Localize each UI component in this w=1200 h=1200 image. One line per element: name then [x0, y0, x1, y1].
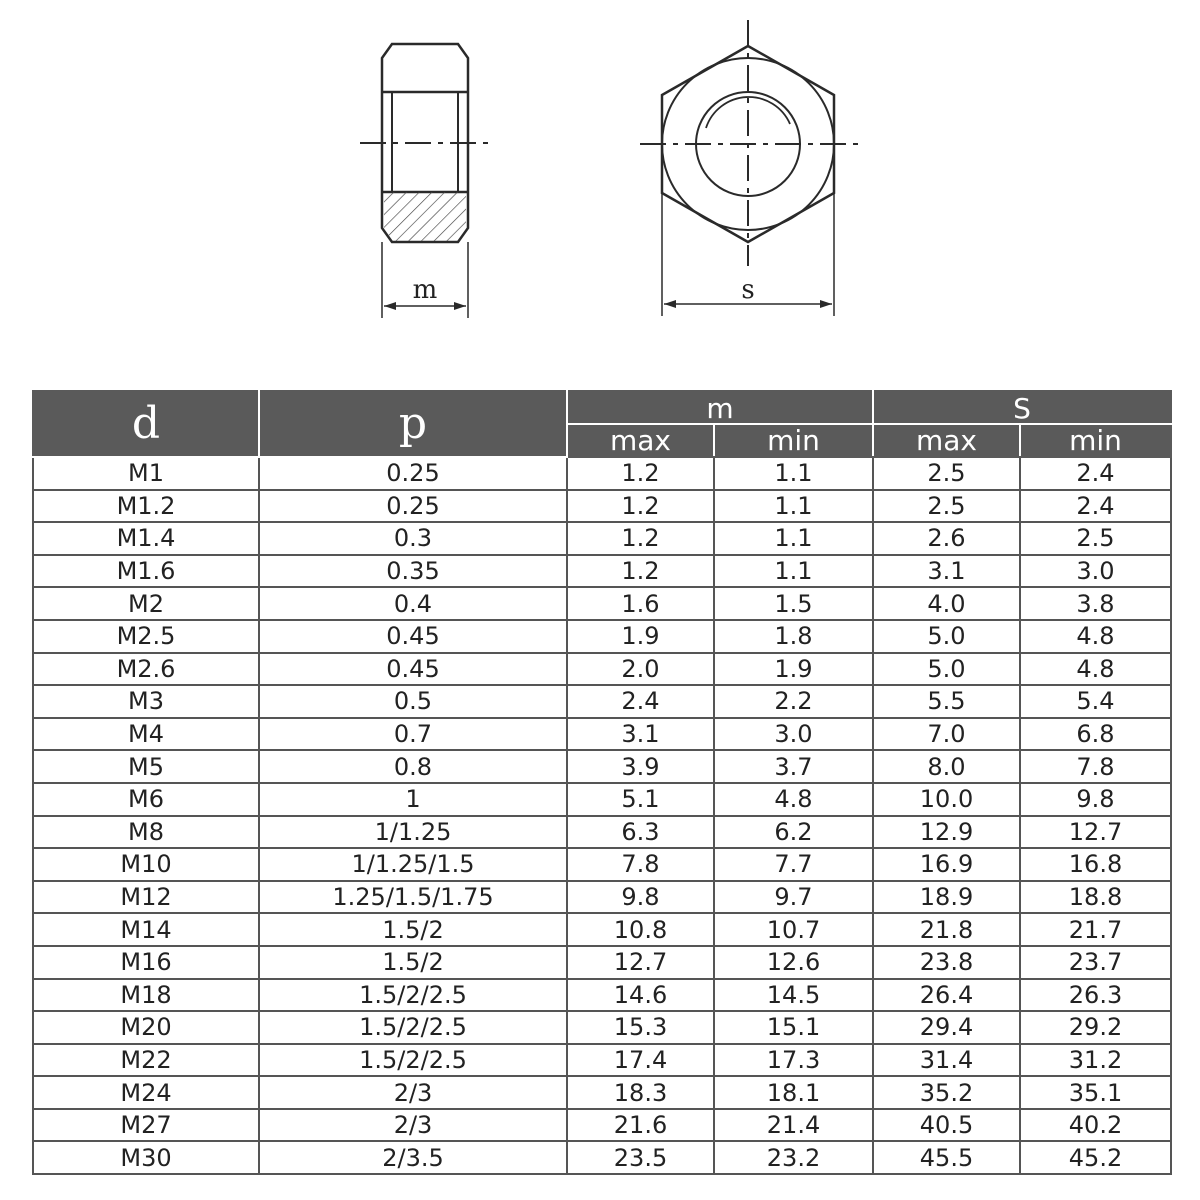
table-row — [33, 1044, 1171, 1077]
cell-s-min: 2.4 — [1020, 490, 1171, 523]
cell-p: 1.5/2/2.5 — [259, 1044, 567, 1077]
cell-p: 1/1.25 — [259, 816, 567, 849]
header-m: m — [567, 391, 873, 424]
m-dimension-label: m — [412, 275, 438, 305]
table-row — [33, 620, 1171, 653]
cell-m-min: 23.2 — [714, 1141, 873, 1174]
cell-m-min: 3.0 — [714, 718, 873, 751]
cell-p: 0.45 — [259, 620, 567, 653]
cell-s-max: 21.8 — [873, 913, 1020, 946]
cell-d: M24 — [33, 1076, 259, 1109]
cell-d: M12 — [33, 881, 259, 914]
cell-m-min: 1.8 — [714, 620, 873, 653]
cell-p: 2/3 — [259, 1076, 567, 1109]
cell-d: M2.5 — [33, 620, 259, 653]
cell-s-min: 5.4 — [1020, 685, 1171, 718]
cell-s-min: 18.8 — [1020, 881, 1171, 914]
cell-d: M20 — [33, 1011, 259, 1044]
cell-s-max: 31.4 — [873, 1044, 1020, 1077]
cell-m-max: 9.8 — [567, 881, 714, 914]
header-m-max: max — [567, 424, 714, 457]
cell-m-min: 4.8 — [714, 783, 873, 816]
cell-p: 1.5/2 — [259, 946, 567, 979]
cell-s-max: 18.9 — [873, 881, 1020, 914]
cell-d: M3 — [33, 685, 259, 718]
cell-s-max: 5.5 — [873, 685, 1020, 718]
cell-d: M6 — [33, 783, 259, 816]
table-row — [33, 1109, 1171, 1142]
header-m-min: min — [714, 424, 873, 457]
cell-s-max: 35.2 — [873, 1076, 1020, 1109]
cell-m-min: 15.1 — [714, 1011, 873, 1044]
cell-m-max: 1.2 — [567, 522, 714, 555]
cell-m-min: 1.9 — [714, 653, 873, 686]
cell-s-min: 3.8 — [1020, 587, 1171, 620]
cell-m-max: 1.2 — [567, 555, 714, 588]
cell-s-max: 4.0 — [873, 587, 1020, 620]
cell-p: 0.3 — [259, 522, 567, 555]
table-row — [33, 718, 1171, 751]
table-row — [33, 848, 1171, 881]
cell-d: M30 — [33, 1141, 259, 1174]
table-row — [33, 750, 1171, 783]
cell-s-min: 4.8 — [1020, 653, 1171, 686]
table-row — [33, 1076, 1171, 1109]
cell-s-min: 35.1 — [1020, 1076, 1171, 1109]
cell-d: M1 — [33, 457, 259, 490]
cell-m-max: 1.9 — [567, 620, 714, 653]
cell-m-max: 7.8 — [567, 848, 714, 881]
table-row — [33, 1011, 1171, 1044]
table-row — [33, 457, 1171, 490]
cell-s-max: 2.6 — [873, 522, 1020, 555]
cell-m-max: 3.1 — [567, 718, 714, 751]
cell-p: 0.35 — [259, 555, 567, 588]
cell-m-min: 12.6 — [714, 946, 873, 979]
cell-s-max: 5.0 — [873, 653, 1020, 686]
cell-m-min: 9.7 — [714, 881, 873, 914]
cell-m-min: 1.1 — [714, 457, 873, 490]
cell-d: M27 — [33, 1109, 259, 1142]
header-s-min: min — [1020, 424, 1171, 457]
cell-d: M4 — [33, 718, 259, 751]
hex-nut-drawing — [0, 0, 1200, 380]
cell-m-max: 17.4 — [567, 1044, 714, 1077]
header-p: p — [259, 391, 567, 457]
cell-s-min: 9.8 — [1020, 783, 1171, 816]
cell-m-min: 1.1 — [714, 522, 873, 555]
cell-s-min: 45.2 — [1020, 1141, 1171, 1174]
cell-d: M16 — [33, 946, 259, 979]
cell-m-max: 1.2 — [567, 457, 714, 490]
cell-s-min: 2.5 — [1020, 522, 1171, 555]
cell-d: M8 — [33, 816, 259, 849]
cell-m-min: 1.1 — [714, 490, 873, 523]
cell-m-min: 21.4 — [714, 1109, 873, 1142]
table-row — [33, 946, 1171, 979]
cell-s-max: 12.9 — [873, 816, 1020, 849]
cell-p: 0.25 — [259, 490, 567, 523]
table-row — [33, 653, 1171, 686]
table-row — [33, 587, 1171, 620]
cell-p: 2/3 — [259, 1109, 567, 1142]
cell-m-min: 1.5 — [714, 587, 873, 620]
cell-m-max: 12.7 — [567, 946, 714, 979]
cell-p: 1.5/2/2.5 — [259, 1011, 567, 1044]
header-d: d — [33, 391, 259, 457]
nut-dimension-table — [32, 390, 1172, 1175]
cell-s-max: 45.5 — [873, 1141, 1020, 1174]
table-row — [33, 555, 1171, 588]
cell-s-min: 12.7 — [1020, 816, 1171, 849]
cell-s-max: 26.4 — [873, 979, 1020, 1012]
cell-s-max: 23.8 — [873, 946, 1020, 979]
cell-s-max: 40.5 — [873, 1109, 1020, 1142]
cell-p: 1.5/2/2.5 — [259, 979, 567, 1012]
cell-m-min: 6.2 — [714, 816, 873, 849]
table-body — [33, 457, 1171, 1174]
table-row — [33, 913, 1171, 946]
cell-m-max: 2.4 — [567, 685, 714, 718]
cell-s-min: 29.2 — [1020, 1011, 1171, 1044]
cell-m-max: 23.5 — [567, 1141, 714, 1174]
s-dimension-label: s — [741, 275, 755, 305]
cell-p: 0.25 — [259, 457, 567, 490]
cell-d: M18 — [33, 979, 259, 1012]
cell-m-min: 17.3 — [714, 1044, 873, 1077]
cell-s-min: 4.8 — [1020, 620, 1171, 653]
table-row — [33, 979, 1171, 1012]
cell-d: M22 — [33, 1044, 259, 1077]
cell-m-min: 18.1 — [714, 1076, 873, 1109]
cell-p: 0.8 — [259, 750, 567, 783]
cell-m-max: 2.0 — [567, 653, 714, 686]
header-s-max: max — [873, 424, 1020, 457]
cell-d: M2 — [33, 587, 259, 620]
cell-d: M2.6 — [33, 653, 259, 686]
cell-m-min: 14.5 — [714, 979, 873, 1012]
cell-d: M5 — [33, 750, 259, 783]
cell-p: 2/3.5 — [259, 1141, 567, 1174]
cell-m-max: 15.3 — [567, 1011, 714, 1044]
cell-m-min: 7.7 — [714, 848, 873, 881]
cell-s-max: 5.0 — [873, 620, 1020, 653]
cell-d: M10 — [33, 848, 259, 881]
table-row — [33, 685, 1171, 718]
cell-s-max: 3.1 — [873, 555, 1020, 588]
cell-s-min: 6.8 — [1020, 718, 1171, 751]
cell-p: 1/1.25/1.5 — [259, 848, 567, 881]
cell-s-min: 16.8 — [1020, 848, 1171, 881]
cell-s-max: 7.0 — [873, 718, 1020, 751]
cell-d: M14 — [33, 913, 259, 946]
cell-m-max: 6.3 — [567, 816, 714, 849]
cell-m-max: 1.2 — [567, 490, 714, 523]
cell-s-max: 2.5 — [873, 457, 1020, 490]
cell-p: 0.4 — [259, 587, 567, 620]
cell-s-min: 2.4 — [1020, 457, 1171, 490]
cell-m-max: 14.6 — [567, 979, 714, 1012]
cell-m-min: 3.7 — [714, 750, 873, 783]
cell-p: 1.25/1.5/1.75 — [259, 881, 567, 914]
cell-p: 1.5/2 — [259, 913, 567, 946]
cell-s-min: 7.8 — [1020, 750, 1171, 783]
cell-m-max: 21.6 — [567, 1109, 714, 1142]
hex-nut-top-view-icon — [640, 20, 858, 316]
cell-p: 0.5 — [259, 685, 567, 718]
cell-s-min: 3.0 — [1020, 555, 1171, 588]
cell-m-max: 1.6 — [567, 587, 714, 620]
table-row — [33, 1141, 1171, 1174]
table-row — [33, 816, 1171, 849]
cell-m-min: 1.1 — [714, 555, 873, 588]
cell-m-min: 10.7 — [714, 913, 873, 946]
table-row — [33, 783, 1171, 816]
cell-s-max: 10.0 — [873, 783, 1020, 816]
cell-d: M1.4 — [33, 522, 259, 555]
cell-p: 1 — [259, 783, 567, 816]
cell-m-min: 2.2 — [714, 685, 873, 718]
cell-p: 0.45 — [259, 653, 567, 686]
cell-s-min: 21.7 — [1020, 913, 1171, 946]
cell-s-min: 31.2 — [1020, 1044, 1171, 1077]
cell-p: 0.7 — [259, 718, 567, 751]
table-row — [33, 522, 1171, 555]
cell-s-max: 8.0 — [873, 750, 1020, 783]
cell-s-min: 23.7 — [1020, 946, 1171, 979]
cell-s-max: 16.9 — [873, 848, 1020, 881]
cell-d: M1.6 — [33, 555, 259, 588]
cell-m-max: 5.1 — [567, 783, 714, 816]
cell-m-max: 3.9 — [567, 750, 714, 783]
cell-s-max: 2.5 — [873, 490, 1020, 523]
table-row — [33, 490, 1171, 523]
cell-m-max: 18.3 — [567, 1076, 714, 1109]
cell-m-max: 10.8 — [567, 913, 714, 946]
header-s: S — [873, 391, 1171, 424]
cell-s-max: 29.4 — [873, 1011, 1020, 1044]
cell-s-min: 26.3 — [1020, 979, 1171, 1012]
cell-d: M1.2 — [33, 490, 259, 523]
table-row — [33, 881, 1171, 914]
cell-s-min: 40.2 — [1020, 1109, 1171, 1142]
